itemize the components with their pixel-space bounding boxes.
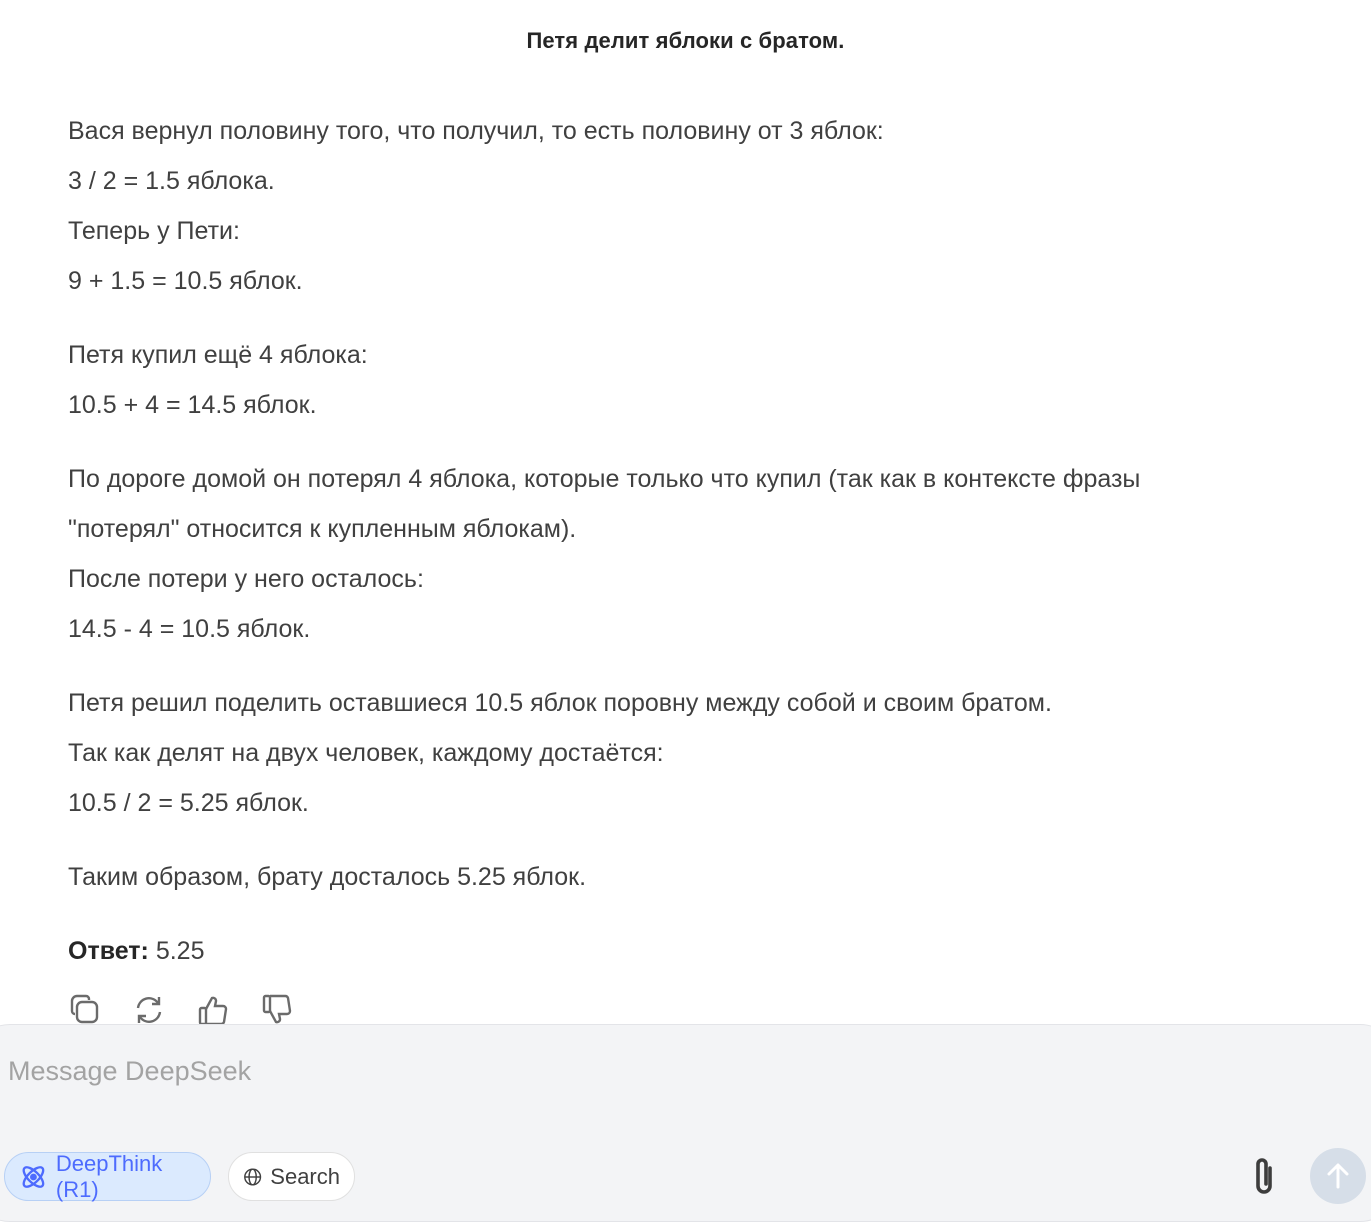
message-line: Вася вернул половину того, что получил, то есть половину от 3 яблок: (68, 117, 884, 145)
message-line: Так как делят на двух человек, каждому достаётся: (68, 739, 664, 767)
dislike-button[interactable] (260, 994, 294, 1028)
message-line: Петя купил ещё 4 яблока: (68, 341, 368, 369)
regenerate-button[interactable] (132, 994, 166, 1028)
message-line: После потери у него осталось: (68, 565, 424, 593)
globe-icon (243, 1161, 262, 1193)
message-line: Теперь у Пети: (68, 217, 240, 245)
message-paragraph (68, 678, 1298, 828)
answer-line (68, 926, 1298, 976)
thumbs-down-icon (261, 994, 293, 1026)
deepthink-toggle[interactable] (4, 1152, 211, 1201)
atom-icon (19, 1161, 48, 1193)
copy-button[interactable] (68, 994, 102, 1028)
chat-title: Петя делит яблоки с братом. (526, 28, 845, 53)
search-toggle[interactable] (228, 1152, 355, 1201)
message-paragraph (68, 330, 1298, 430)
send-button[interactable] (1310, 1148, 1366, 1204)
answer-label: Ответ: (68, 937, 149, 965)
message-line: 10.5 / 2 = 5.25 яблок. (68, 789, 309, 817)
message-input[interactable] (8, 1046, 1208, 1096)
message-line: 9 + 1.5 = 10.5 яблок. (68, 267, 303, 295)
message-paragraph (68, 852, 1298, 902)
message-paragraph (68, 454, 1298, 654)
message-line: 14.5 - 4 = 10.5 яблок. (68, 615, 311, 643)
refresh-icon (133, 994, 165, 1026)
message-line: 10.5 + 4 = 14.5 яблок. (68, 391, 317, 419)
assistant-message (68, 106, 1298, 976)
search-label: Search (270, 1163, 340, 1189)
message-actions (68, 994, 294, 1028)
answer-value: 5.25 (148, 937, 205, 965)
message-line: Петя решил поделить оставшиеся 10.5 яблок поровну между собой и своим братом. (68, 689, 1052, 717)
message-line: Таким образом, брату досталось 5.25 яблок. (68, 863, 587, 891)
copy-icon (69, 994, 101, 1026)
message-line: По дороге домой он потерял 4 яблока, которые только что купил (так как в контексте фразы (68, 465, 1141, 493)
attach-button[interactable] (1244, 1152, 1284, 1200)
message-line: 3 / 2 = 1.5 яблока. (68, 167, 275, 195)
arrow-up-icon (1323, 1161, 1353, 1191)
like-button[interactable] (196, 994, 230, 1028)
message-paragraph (68, 106, 1298, 306)
message-line: "потерял" относится к купленным яблокам). (68, 515, 577, 543)
thumbs-up-icon (197, 994, 229, 1026)
deepthink-label: DeepThink (R1) (55, 1150, 163, 1202)
paperclip-icon (1248, 1154, 1280, 1198)
